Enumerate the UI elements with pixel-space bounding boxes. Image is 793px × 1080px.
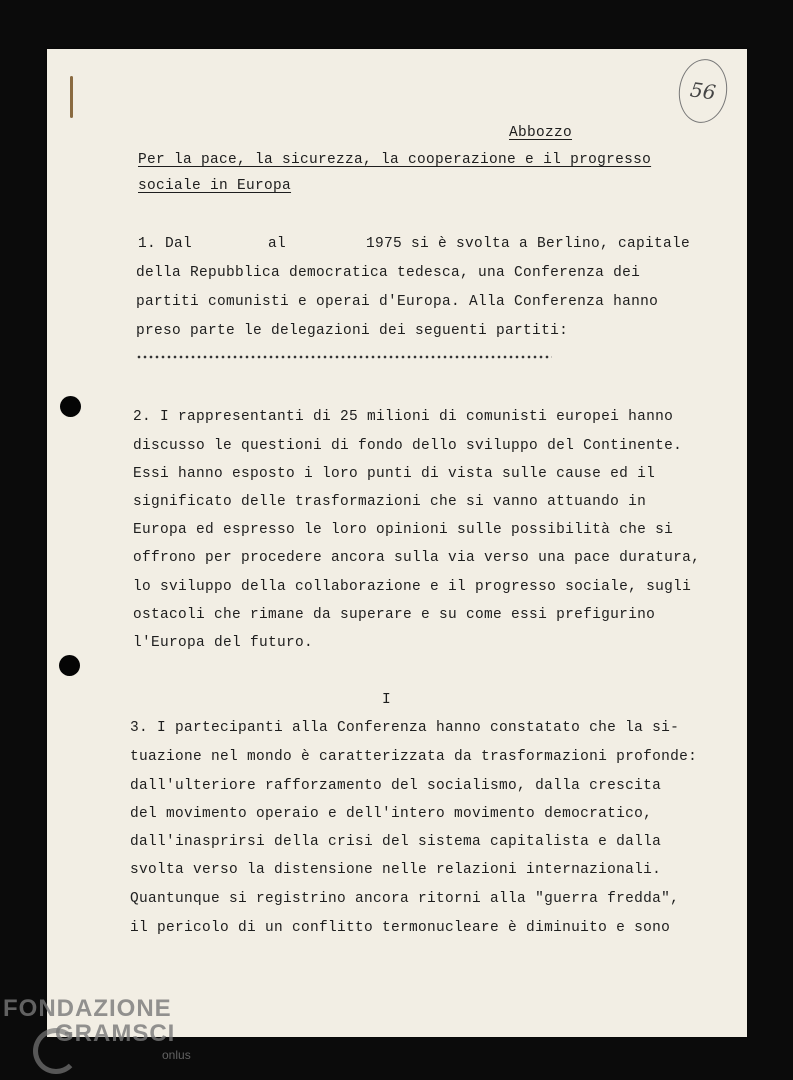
p3-line-2: tuazione nel mondo è caratterizzata da trasformazioni profonde: (130, 749, 698, 765)
p3-line-7: Quantunque si registrino ancora ritorni alla "guerra fredda", (130, 891, 680, 907)
p2-line-5: Europa ed espresso le loro opinioni sulle possibilità che si (133, 522, 674, 538)
margin-mark (70, 76, 73, 118)
p2-line-8: ostacoli che rimane da superare e su come essi prefigurino (133, 607, 656, 623)
watermark-line-3: onlus (162, 1048, 191, 1062)
heading: Abbozzo (509, 125, 573, 141)
p1-line-4: preso parte le delegazioni dei seguenti partiti: (136, 323, 569, 339)
p3-line-1: 3. I partecipanti alla Conferenza hanno constatato che la si- (130, 720, 680, 736)
watermark-line-2: GRAMSCI (55, 1020, 176, 1047)
watermark-line-1: FONDAZIONE (3, 995, 172, 1022)
punch-hole (59, 655, 80, 676)
p2-line-2: discusso le questioni di fondo dello sviluppo del Continente. (133, 438, 683, 454)
title-line-2: sociale in Europa (138, 178, 292, 194)
page-number-circle: 56 (675, 56, 731, 126)
p2-line-7: lo sviluppo della collaborazione e il progresso sociale, sugli (133, 579, 692, 595)
p3-line-3: dall'ulteriore rafforzamento del socialismo, dalla crescita (130, 778, 662, 794)
section-heading: I (382, 692, 392, 708)
document-page (47, 49, 747, 1037)
p2-line-4: significato delle trasformazioni che si vanno attuando in (133, 494, 647, 510)
p1-line-2: della Repubblica democratica tedesca, una Conferenza dei (136, 265, 641, 281)
p1-line-1b: al (268, 236, 287, 252)
p3-line-8: il pericolo di un conflitto termonucleare è diminuito e sono (130, 920, 671, 936)
p2-line-3: Essi hanno esposto i loro punti di vista sulle cause ed il (133, 466, 656, 482)
title-line-1: Per la pace, la sicurezza, la cooperazione e il progresso (138, 152, 652, 168)
p2-line-9: l'Europa del futuro. (133, 635, 314, 651)
p3-line-4: del movimento operaio e dell'intero movimento democratico, (130, 806, 653, 822)
p3-line-5: dall'inasprirsi della crisi del sistema capitalista e dalla (130, 834, 662, 850)
p2-line-6: offrono per procedere ancora sulla via verso una pace duratura, (133, 550, 701, 566)
p2-line-1: 2. I rappresentanti di 25 milioni di comunisti europei hanno (133, 409, 674, 425)
p1-line-1c: 1975 si è svolta a Berlino, capitale (366, 236, 691, 252)
dotted-leader (136, 354, 552, 360)
p1-line-3: partiti comunisti e operai d'Europa. Alla Conferenza hanno (136, 294, 659, 310)
punch-hole (60, 396, 81, 417)
p3-line-6: svolta verso la distensione nelle relazioni internazionali. (130, 862, 662, 878)
p1-line-1a: 1. Dal (138, 236, 193, 252)
